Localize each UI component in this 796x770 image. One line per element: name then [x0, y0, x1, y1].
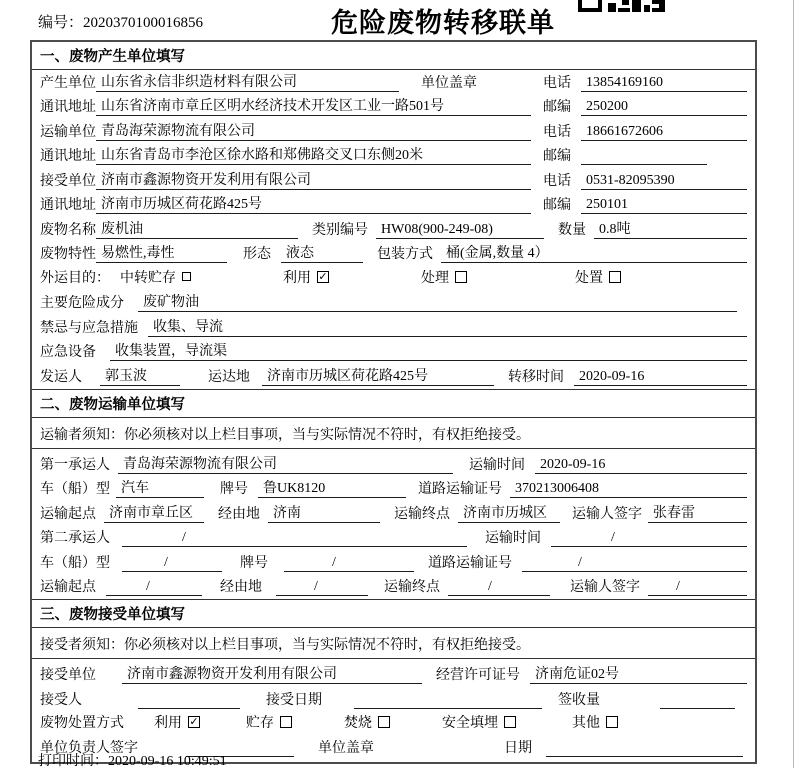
option-label: 利用 [154, 716, 182, 732]
producer-unit-label: 产生单位 [40, 75, 96, 91]
vehicle-type-label: 车（船）型 [40, 482, 110, 497]
plate-value: 鲁UK8120 [258, 477, 406, 498]
phone-label: 电话 [543, 75, 571, 91]
manifest-form [30, 40, 757, 764]
road-cert-value: 370213006408 [510, 481, 747, 498]
doc-number-value: 2020370100016856 [83, 15, 204, 31]
waste-traits-row [32, 242, 755, 267]
phone-value: 13854169160 [581, 75, 747, 92]
end-value: 济南市历城区 [458, 502, 560, 523]
signed-qty-value [660, 692, 735, 709]
destination-value: 济南市历城区荷花路425号 [262, 365, 494, 386]
doc-number-label: 编号： [38, 15, 84, 31]
transporter-notice: 运输者须知：你必须核对以上栏目事项，当与实际情况不符时，有权拒绝接受。 [32, 418, 755, 449]
option-label: 处置 [575, 270, 603, 286]
checkbox-icon [280, 716, 292, 728]
section2-header: 二、废物运输单位填写 [32, 389, 755, 418]
packing-label: 包装方式 [377, 247, 433, 262]
first-carrier-value: 青岛海荣源物流有限公司 [118, 453, 453, 474]
emergency-measures-row [32, 315, 755, 340]
transfer-time-value: 2020-09-16 [574, 369, 747, 386]
receiver-unit-label: 接受单位 [40, 173, 96, 189]
zip-label: 邮编 [543, 198, 571, 213]
section1-header: 一、废物产生单位填写 [32, 42, 755, 70]
checkbox-icon: ✓ [318, 270, 328, 283]
first-carrier-label: 第一承运人 [40, 457, 110, 473]
accept-person-row [32, 687, 755, 712]
packing-value: 桶(金属,数量 4） [441, 242, 747, 263]
accept-date-value [354, 692, 542, 709]
unit-seal-label: 单位盖章 [318, 741, 374, 756]
transport-unit-value: 青岛海荣源物流有限公司 [96, 120, 531, 141]
hazard-components-value: 废矿物油 [138, 291, 737, 312]
form-title: 危险废物转移联单 [331, 8, 555, 38]
emergency-equipment-value: 收集装置，导流渠 [110, 340, 747, 361]
plate-label: 牌号 [240, 555, 268, 571]
producer-address-row [32, 95, 755, 120]
option-label: 利用 [283, 270, 311, 286]
address-label: 通讯地址 [40, 100, 96, 115]
waste-traits-value: 易燃性,毒性 [96, 242, 227, 263]
vehicle-type-value: 汽车 [116, 477, 204, 498]
producer-unit-value: 山东省永信非织造材料有限公司 [96, 71, 399, 92]
checkbox-icon [455, 271, 467, 283]
disposal-option-landfill [442, 712, 516, 732]
route-row-2 [32, 575, 755, 600]
accept-unit-value: 济南市鑫源物资开发利用有限公司 [122, 663, 422, 684]
disposal-option-incinerate [344, 712, 390, 732]
accept-person-label: 接受人 [40, 692, 82, 708]
shipper-value: 郭玉波 [100, 365, 180, 386]
receiver-address-row [32, 193, 755, 218]
phone-label: 电话 [543, 124, 571, 140]
unit-seal-label: 单位盖章 [421, 75, 477, 91]
zip-value: 250101 [581, 197, 747, 214]
producer-unit-row [32, 70, 755, 95]
via-label: 经由地 [220, 580, 262, 595]
transport-unit-label: 运输单位 [40, 124, 96, 140]
page-edge-line [793, 0, 794, 768]
transport-unit-row [32, 119, 755, 144]
via-value: / [276, 579, 368, 596]
accept-person-value [138, 692, 240, 709]
via-label: 经由地 [218, 506, 260, 522]
zip-value: 250200 [581, 99, 747, 116]
origin-value: / [106, 579, 202, 596]
quantity-label: 数量 [558, 222, 586, 238]
zip-label: 邮编 [543, 149, 571, 164]
receiver-unit-row [32, 168, 755, 193]
checkbox-icon [504, 716, 516, 728]
road-cert-label: 道路运输证号 [428, 555, 512, 571]
doc-number [38, 11, 203, 32]
second-carrier-row [32, 526, 755, 551]
transporter-sign-value: 张春雷 [648, 502, 747, 523]
address-value: 济南市历城区荷花路425号 [96, 193, 531, 214]
form-state-label: 形态 [243, 247, 271, 262]
category-label: 类别编号 [312, 222, 368, 238]
transporter-sign-label: 运输人签字 [572, 506, 642, 522]
vehicle-type-row [32, 477, 755, 502]
option-label: 处理 [421, 270, 449, 286]
second-carrier-value: / [122, 530, 467, 547]
end-label: 运输终点 [384, 580, 440, 595]
emergency-equipment-row [32, 340, 755, 365]
transport-time-label: 运输时间 [469, 457, 525, 473]
waste-traits-label: 废物特性 [40, 247, 96, 262]
transport-time-value: 2020-09-16 [535, 457, 747, 474]
checkbox-icon [182, 272, 191, 281]
shipper-label: 发运人 [40, 369, 82, 385]
purpose-option-dispose [575, 267, 621, 287]
date-value [546, 740, 743, 757]
transport-time-label: 运输时间 [485, 531, 541, 546]
emergency-measures-label: 禁忌与应急措施 [40, 320, 138, 336]
responsible-sign-label: 单位负责人签字 [40, 741, 138, 756]
transfer-time-label: 转移时间 [508, 369, 564, 385]
waste-name-label: 废物名称 [40, 222, 96, 238]
checkbox-icon [609, 271, 621, 283]
zip-label: 邮编 [543, 100, 571, 115]
origin-value: 济南市章丘区 [104, 502, 204, 523]
road-cert-value: / [522, 555, 747, 572]
first-carrier-row [32, 449, 755, 477]
print-time-label: 打印时间： [38, 754, 108, 769]
print-time-value: 2020-09-16 10:49:51 [108, 754, 227, 769]
end-label: 运输终点 [394, 506, 450, 522]
purpose-option-treat [421, 267, 467, 287]
option-label: 焚烧 [344, 716, 372, 732]
section3-header: 三、废物接受单位填写 [32, 599, 755, 628]
waste-name-row [32, 217, 755, 242]
address-label: 通讯地址 [40, 149, 96, 164]
phone-label: 电话 [543, 173, 571, 189]
checkbox-icon [606, 716, 618, 728]
transport-address-row [32, 144, 755, 169]
disposal-method-label: 废物处置方式 [40, 716, 124, 732]
phone-value: 18661672606 [581, 124, 747, 141]
date-label: 日期 [504, 741, 532, 756]
receiver-notice: 接受者须知：你必须核对以上栏目事项，当与实际情况不符时，有权拒绝接受。 [32, 628, 755, 659]
category-value: HW08(900-249-08) [376, 222, 544, 239]
receiver-unit-value: 济南市鑫源物资开发利用有限公司 [96, 169, 531, 190]
zip-value [581, 148, 707, 165]
accept-unit-label: 接受单位 [40, 668, 96, 683]
vehicle-type-value: / [122, 555, 222, 572]
transporter-sign-value: / [648, 579, 747, 596]
vehicle-type-label: 车（船）型 [40, 555, 110, 571]
hazard-components-label: 主要危险成分 [40, 296, 124, 311]
vehicle-type-row-2 [32, 550, 755, 575]
disposal-method-row [32, 712, 755, 737]
disposal-option-store [246, 712, 292, 732]
page-header [0, 0, 796, 38]
option-label: 中转贮存 [120, 270, 176, 286]
origin-label: 运输起点 [40, 506, 96, 522]
transporter-sign-label: 运输人签字 [570, 580, 640, 595]
transport-time-value: / [551, 530, 747, 547]
origin-label: 运输起点 [40, 580, 96, 595]
address-value: 山东省青岛市李沧区徐水路和郑佛路交叉口东侧20米 [96, 144, 531, 165]
waste-name-value: 废机油 [96, 218, 298, 239]
license-label: 经营许可证号 [436, 668, 520, 683]
purpose-row [32, 266, 755, 291]
purpose-option-utilize [283, 267, 329, 287]
address-label: 通讯地址 [40, 198, 96, 213]
road-cert-label: 道路运输证号 [418, 482, 502, 497]
print-time [38, 750, 227, 770]
destination-label: 运达地 [208, 369, 250, 385]
license-value: 济南危证02号 [530, 663, 747, 684]
form-state-value: 液态 [281, 242, 363, 263]
quantity-value: 0.8吨 [594, 218, 747, 239]
qr-code-fragment-icon [578, 0, 666, 13]
accept-unit-row [32, 659, 755, 687]
disposal-option-utilize [154, 712, 200, 732]
route-row [32, 501, 755, 526]
disposal-option-other [572, 712, 618, 732]
emergency-measures-value: 收集、导流 [148, 316, 747, 337]
option-label: 其他 [572, 716, 600, 732]
phone-value: 0531-82095390 [581, 173, 747, 190]
via-value: 济南 [268, 502, 380, 523]
purpose-option-transfer-storage [120, 267, 191, 287]
plate-label: 牌号 [220, 482, 248, 497]
hazard-components-row [32, 291, 755, 316]
accept-date-label: 接受日期 [266, 692, 322, 708]
checkbox-icon: ✓ [189, 716, 199, 729]
option-label: 安全填埋 [442, 716, 498, 732]
purpose-label: 外运目的： [40, 270, 110, 286]
option-label: 贮存 [246, 716, 274, 732]
address-value: 山东省济南市章丘区明水经济技术开发区工业一路501号 [96, 95, 531, 116]
plate-value: / [284, 555, 414, 572]
signed-qty-label: 签收量 [558, 692, 600, 708]
second-carrier-label: 第二承运人 [40, 531, 110, 546]
emergency-equipment-label: 应急设备 [40, 345, 96, 360]
checkbox-icon [378, 716, 390, 728]
end-value: / [448, 579, 550, 596]
shipper-row [32, 364, 755, 389]
